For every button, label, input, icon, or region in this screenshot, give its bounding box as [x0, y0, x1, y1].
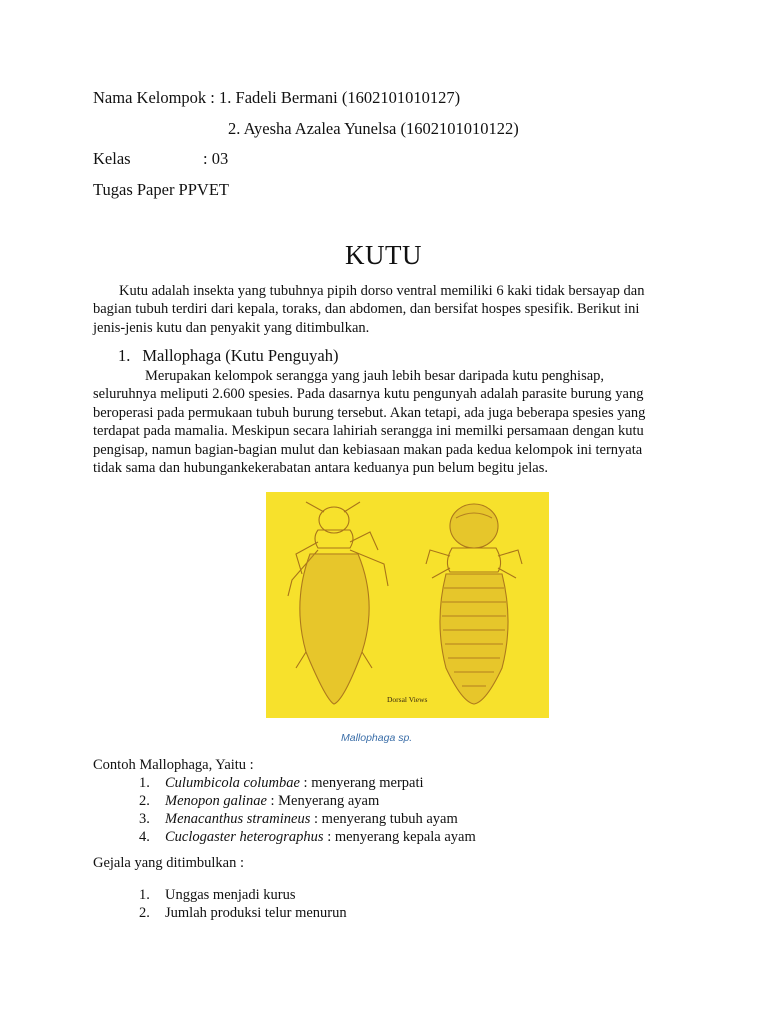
examples-heading: Contoh Mallophaga, Yaitu : — [93, 757, 254, 773]
list-item: 2. Menopon galinae : Menyerang ayam — [139, 793, 380, 809]
class-value: : 03 — [203, 149, 229, 168]
intro-paragraph: Kutu adalah insekta yang tubuhnya pipih dorso ventral memiliki 6 kaki tidak bersayap dan bagian tubuh terdiri dari kepala, toraks, dan abdomen, dan bersifat hospes spesifik. Berikut ini jenis-jenis kutu dan penyakit yang ditimbulkan. — [93, 283, 645, 336]
section-title: Mallophaga (Kutu Penguyah) — [142, 346, 339, 365]
symptoms-list — [139, 886, 347, 922]
figure-label: Dorsal Views — [387, 695, 428, 704]
list-item: 1. Culumbicola columbae : menyerang merpati — [139, 775, 424, 791]
louse-illustration — [266, 492, 549, 718]
list-item: 4. Cuclogaster heterographus : menyerang kepala ayam — [139, 829, 476, 845]
list-item: 1. Unggas menjadi kurus — [139, 887, 296, 903]
list-item: 3. Menacanthus stramineus : menyerang tubuh ayam — [139, 811, 458, 827]
symptoms-heading: Gejala yang ditimbulkan : — [93, 855, 245, 871]
examples-list — [139, 774, 476, 846]
mallophaga-figure — [266, 492, 549, 718]
assignment-title: Tugas Paper PPVET — [93, 180, 229, 199]
louse-left-head — [319, 507, 349, 533]
section-heading — [118, 346, 339, 366]
section-body: Merupakan kelompok serangga yang jauh lebih besar daripada kutu penghisap, seluruhnya meliputi 2.600 spesies. Pada dasarnya kutu pengunyah adalah parasite burung yang beroperasi pada permukaan tubuh burung tersebut. Akan tetapi, ada juga beberapa spesies yang terdapat pada mamalia. Meskipun secara lahiriah serangga ini memilki persamaan dengan kutu pengisap, namun bagian-bagian mulut dan kebiasaan makan pada kedua kelompok ini ternyata tidak sama dan hubungankekerabatan antara keduanya pun belum begitu jelas. — [93, 368, 646, 477]
section-number: 1. — [118, 346, 131, 365]
list-item: 2. Jumlah produksi telur menurun — [139, 905, 347, 921]
group-members-line: Nama Kelompok : 1. Fadeli Bermani (1602101010127) — [93, 88, 461, 107]
class-label: Kelas — [93, 149, 131, 168]
page-title: KUTU — [345, 240, 422, 270]
group-member-2: 2. Ayesha Azalea Yunelsa (1602101010122) — [228, 119, 519, 138]
figure-caption: Mallophaga sp. — [341, 732, 413, 744]
